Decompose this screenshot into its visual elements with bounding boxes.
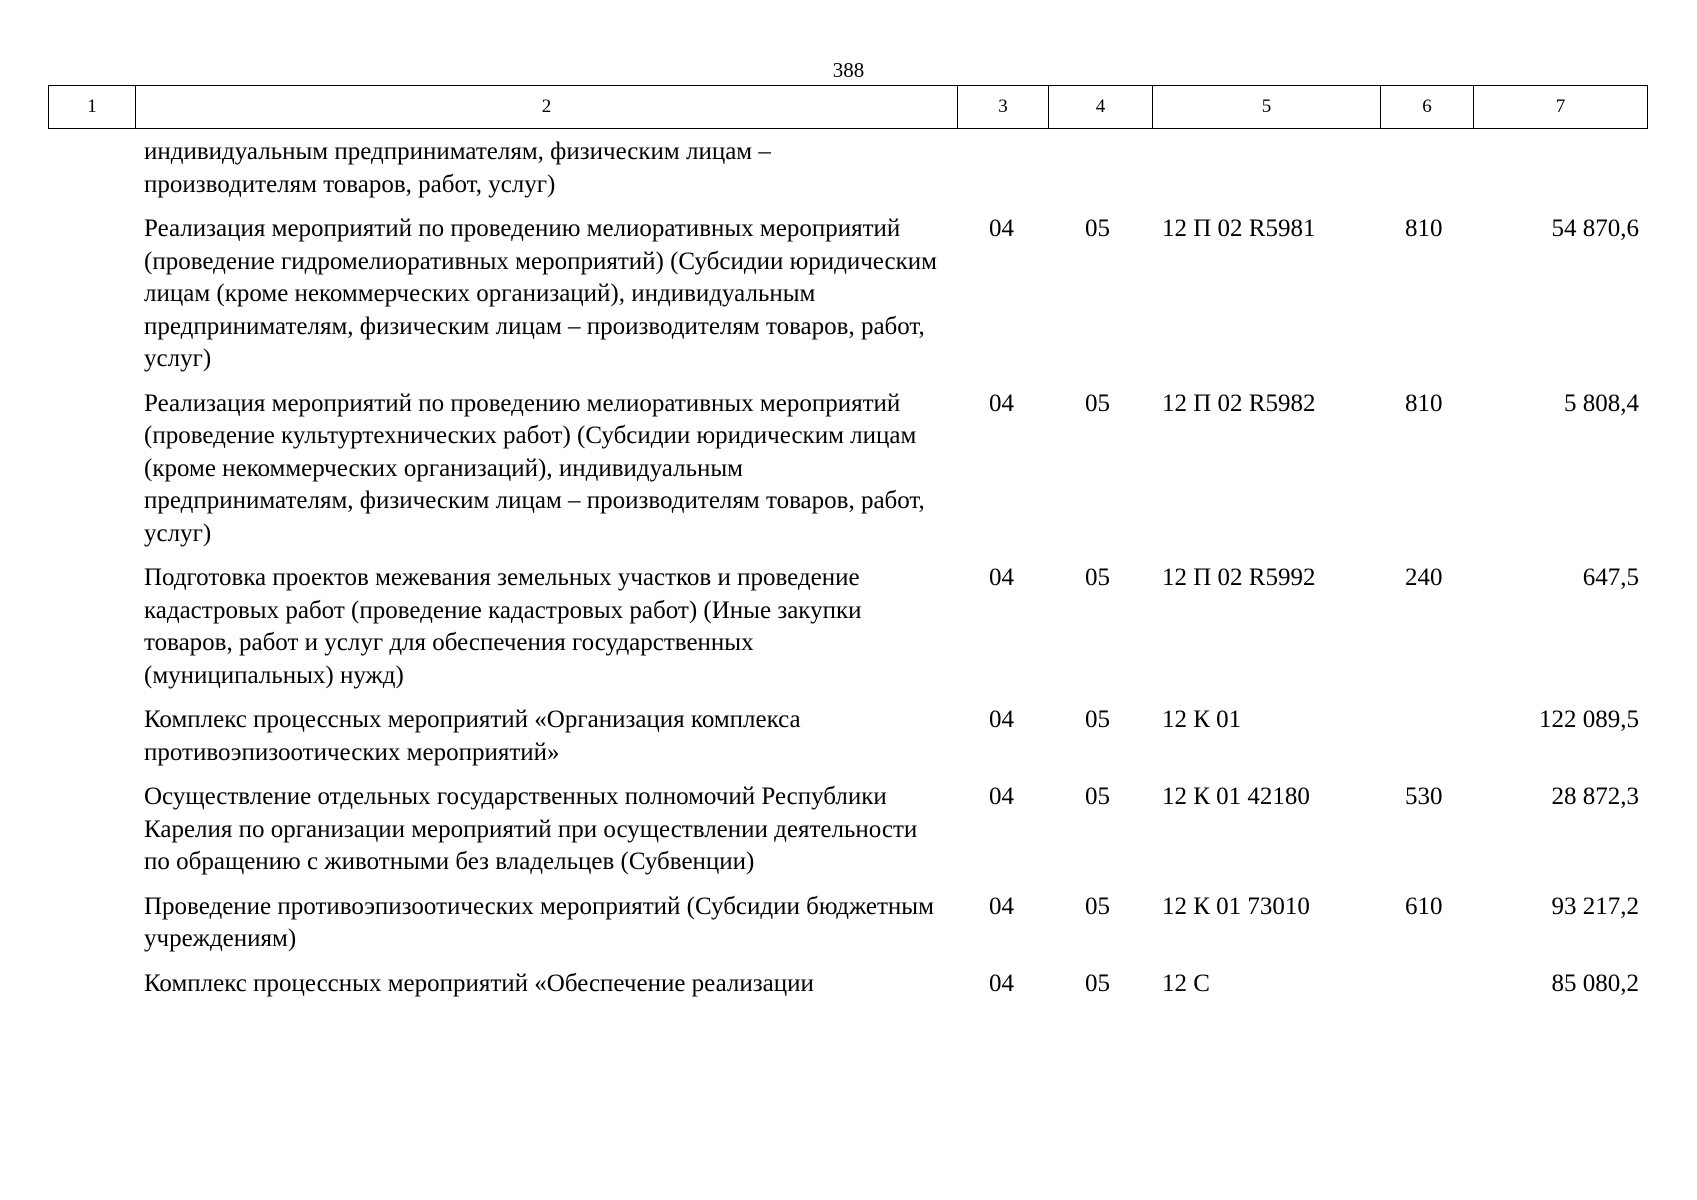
row-subsection: 05: [1085, 564, 1110, 591]
row-target-article: 12 П 02 R5992: [1162, 564, 1316, 591]
row-expense-type: [1380, 968, 1473, 1013]
header-col-7: 7: [1474, 86, 1648, 129]
row-subsection: 05: [1085, 706, 1110, 733]
row-expense-type: 810: [1405, 215, 1443, 242]
row-section: 04: [989, 215, 1014, 242]
row-amount: [1473, 136, 1647, 213]
table-row: [48, 213, 1647, 388]
row-target-article: 12 К 01: [1162, 706, 1242, 733]
row-expense-type: 240: [1405, 564, 1443, 591]
row-expense-type: 610: [1405, 892, 1443, 920]
row-subsection: 05: [1085, 215, 1110, 242]
row-target-article: 12 П 02 R5981: [1162, 215, 1316, 242]
row-section: [957, 136, 1048, 213]
row-subsection: 05: [1085, 969, 1110, 997]
row-amount: 85 080,2: [1551, 969, 1639, 997]
row-section: 04: [989, 706, 1014, 733]
table-row: [48, 388, 1647, 563]
row-subsection: [1048, 136, 1152, 213]
table-row: [48, 704, 1647, 781]
row-expense-type: [1380, 136, 1473, 213]
row-description: Комплекс процессных мероприятий «Организация комплекса противоэпизоотических мероприятий»: [144, 706, 801, 766]
row-amount: 122 089,5: [1539, 706, 1639, 733]
row-description: Проведение противоэпизоотических мероприятий (Субсидии бюджетным учреждениям): [144, 892, 934, 952]
table-header: [48, 85, 1648, 129]
row-section: 04: [989, 892, 1014, 920]
header-col-5: 5: [1153, 86, 1381, 129]
table-row: [48, 781, 1647, 891]
table-row: [48, 891, 1647, 968]
header-col-3: 3: [958, 86, 1049, 129]
row-target-article: 12 С: [1162, 969, 1210, 997]
budget-table: [48, 136, 1647, 1012]
row-amount: 54 870,6: [1551, 215, 1639, 242]
row-description: Реализация мероприятий по проведению мелиоративных мероприятий (проведение гидромелиоративных мероприятий) (Субсидии юридическим лицам (кроме некоммерческих организаций), индивидуальным предпринимателям, физическим лицам – производителям товаров, работ, услуг): [144, 215, 937, 372]
table-row: [48, 968, 1647, 1013]
row-subsection: 05: [1085, 892, 1110, 920]
row-amount: 28 872,3: [1551, 783, 1639, 810]
row-expense-type: 810: [1405, 389, 1443, 417]
header-row: [49, 86, 1648, 129]
header-col-6: 6: [1381, 86, 1474, 129]
row-section: 04: [989, 389, 1014, 417]
row-target-article: 12 К 01 42180: [1162, 783, 1310, 810]
row-expense-type: 530: [1405, 783, 1443, 810]
row-subsection: 05: [1085, 389, 1110, 417]
row-target-article: 12 П 02 R5982: [1162, 389, 1316, 417]
row-amount: 5 808,4: [1564, 389, 1639, 417]
row-description: Осуществление отдельных государственных полномочий Республики Карелия по организации мероприятий при осуществлении деятельности по обращению с животными без владельцев (Субвенции): [144, 783, 918, 875]
header-col-4: 4: [1049, 86, 1153, 129]
row-subsection: 05: [1085, 783, 1110, 810]
row-target-article: [1152, 136, 1380, 213]
row-description: индивидуальным предпринимателям, физическим лицам – производителям товаров, работ, услуг): [144, 138, 771, 198]
row-description: Комплекс процессных мероприятий «Обеспечение реализации: [144, 969, 814, 997]
table-row: [48, 562, 1647, 704]
row-amount: 647,5: [1582, 564, 1639, 591]
row-description: Реализация мероприятий по проведению мелиоративных мероприятий (проведение культуртехнических работ) (Субсидии юридическим лицам (кроме некоммерческих организаций), индивидуальным предпринимателям, физическим лицам – производителям товаров, работ, услуг): [144, 389, 925, 547]
row-description: Подготовка проектов межевания земельных участков и проведение кадастровых работ (проведение кадастровых работ) (Иные закупки товаров, работ и услуг для обеспечения государственных (муниципальных) нужд): [144, 564, 862, 689]
row-target-article: 12 К 01 73010: [1162, 892, 1310, 920]
header-col-2: 2: [136, 86, 958, 129]
row-section: 04: [989, 969, 1014, 997]
row-section: 04: [989, 564, 1014, 591]
row-expense-type: [1380, 704, 1473, 781]
header-col-1: 1: [49, 86, 136, 129]
row-section: 04: [989, 783, 1014, 810]
row-amount: 93 217,2: [1551, 892, 1639, 920]
page-number: 388: [832, 58, 865, 82]
table-row: [48, 136, 1647, 213]
